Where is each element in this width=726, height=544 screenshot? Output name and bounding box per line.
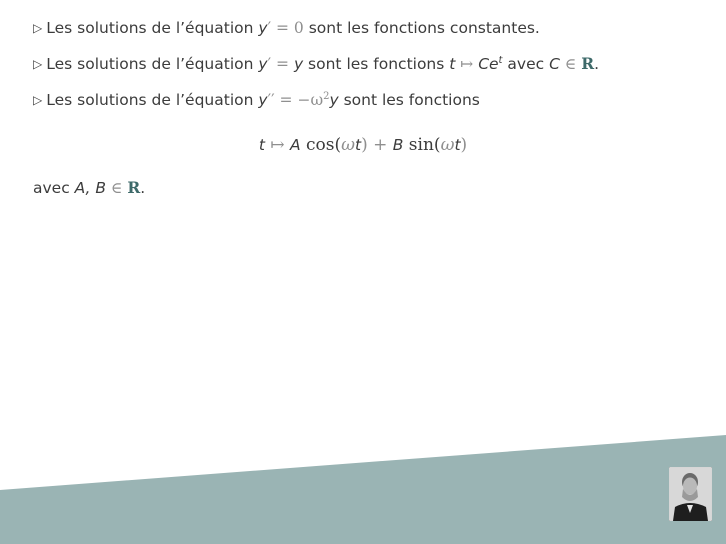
closing-line: [33, 178, 145, 198]
math-plus: ) +: [361, 135, 393, 155]
math-reals: R: [581, 54, 595, 73]
math-y: y: [258, 19, 268, 37]
math-omega: ω: [341, 135, 355, 155]
math-t: t: [355, 136, 362, 154]
bullet-line-1: [33, 18, 540, 39]
math-close-paren: ): [460, 135, 468, 155]
closing-period: .: [140, 179, 146, 197]
math-y-rhs: y: [329, 91, 339, 109]
math-a: A: [289, 136, 301, 154]
math-t: t: [454, 136, 461, 154]
closing-avec: avec: [33, 179, 75, 197]
math-prime: ′: [267, 55, 272, 73]
math-ce: Ce: [478, 55, 499, 73]
bullet-2-avec: avec: [502, 55, 550, 73]
bullet-3-text: Les solutions de l’équation: [46, 91, 259, 109]
triangle-bullet-icon: ▷: [33, 21, 43, 35]
bullet-3-tail: sont les fonctions: [338, 91, 480, 109]
math-sin: sin(: [403, 135, 441, 155]
math-equals-zero: = 0: [271, 19, 304, 37]
math-exponent-t: t: [498, 55, 503, 66]
bullet-1-text: Les solutions de l’équation: [46, 19, 259, 37]
math-c: C: [549, 55, 560, 73]
bullet-1-tail: sont les fonctions constantes.: [303, 19, 540, 37]
element-of-symbol: ∈: [559, 55, 582, 73]
math-y: y: [258, 91, 268, 109]
math-b: B: [392, 136, 404, 154]
element-of-symbol: ∈: [106, 179, 128, 197]
footer-band-shape: [0, 435, 726, 544]
math-y: y: [258, 55, 268, 73]
math-equals-minus-omega: = −ω: [274, 91, 324, 109]
bullet-2-mid: sont les fonctions: [303, 55, 450, 73]
triangle-bullet-icon: ▷: [33, 57, 43, 71]
math-a-b: A, B: [74, 179, 107, 197]
math-t: t: [258, 136, 265, 154]
portrait-image: [669, 467, 712, 521]
bullet-line-2: [33, 54, 599, 75]
triangle-bullet-icon: ▷: [33, 93, 43, 107]
math-prime: ′: [267, 19, 272, 37]
math-reals: R: [127, 178, 141, 197]
bullet-2-text: Les solutions de l’équation: [46, 55, 259, 73]
math-omega: ω: [440, 135, 455, 155]
mapsto-symbol: ↦: [264, 135, 290, 155]
display-equation: [0, 134, 726, 156]
math-double-prime: ′′: [267, 91, 275, 109]
math-exponent-2: 2: [323, 91, 330, 102]
math-t: t: [449, 55, 456, 73]
bullet-2-period: .: [594, 55, 600, 73]
mapsto-symbol: ↦: [455, 55, 479, 73]
math-y-rhs: y: [293, 55, 304, 73]
math-cos: cos(: [300, 135, 342, 155]
bullet-line-3: [33, 90, 480, 111]
math-equals: =: [271, 55, 294, 73]
